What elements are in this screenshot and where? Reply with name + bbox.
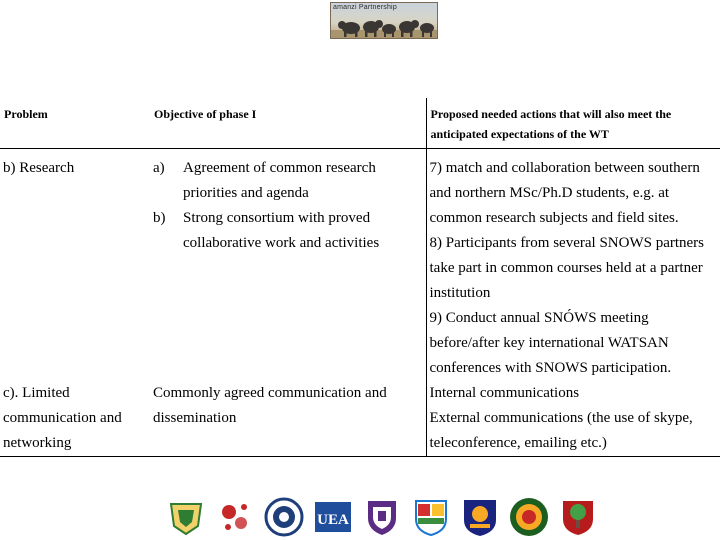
table-header-row — [0, 98, 720, 149]
medallion-icon — [508, 496, 550, 538]
list-item: 9) Conduct annual SNÓWS meeting before/after key international WATSAN conferences with SNOWS participation. — [429, 310, 672, 376]
partner-logos — [165, 496, 605, 538]
actions-list — [430, 156, 720, 381]
problem-cell: c). Limited communication and networking — [0, 381, 150, 457]
actions-list — [430, 381, 720, 456]
uea-logo-icon — [312, 496, 354, 538]
coat-of-arms-icon — [459, 496, 501, 538]
tree-crest-icon — [557, 496, 599, 538]
list-item — [153, 156, 426, 206]
actions-cell — [426, 149, 720, 382]
objective-cell — [150, 149, 426, 382]
flag-shield-icon — [410, 496, 452, 538]
list-item: 8) Participants from several SNOWS partners take part in common courses held at a partner institution — [429, 235, 705, 301]
list-item — [153, 206, 426, 256]
list-item-text: Strong consortium with proved collaborative work and activities — [183, 210, 380, 251]
header-problem: Problem — [0, 98, 150, 149]
list-item: Internal communications — [429, 385, 580, 401]
partnership-banner — [330, 2, 438, 39]
header-actions: Proposed needed actions that will also meet the anticipated expectations of the WT — [426, 98, 720, 149]
problem-cell: b) Research — [3, 160, 75, 176]
shield-icon — [361, 496, 403, 538]
lion-emblem-icon — [214, 496, 256, 538]
objective-cell: Commonly agreed communication and dissemination — [150, 381, 426, 457]
list-item: External communications (the use of skype, teleconference, emailing etc.) — [429, 410, 693, 451]
objective-list — [153, 156, 426, 256]
list-item: 7) match and collaboration between southern and northern MSc/Ph.D students, e.g. at common research subjects and field sites. — [429, 160, 700, 226]
list-marker: b) — [153, 210, 166, 226]
objectives-table — [0, 98, 720, 457]
actions-cell — [426, 381, 720, 457]
list-item-text: Agreement of common research priorities and agenda — [183, 160, 376, 201]
list-marker: a) — [153, 160, 165, 176]
banner-caption: amanzi Partnership — [333, 4, 397, 11]
svg-text:UEA: UEA — [317, 512, 349, 528]
table-row-communication — [0, 381, 720, 457]
crest-icon — [165, 496, 207, 538]
table-row-research — [0, 149, 720, 382]
seal-icon — [263, 496, 305, 538]
header-objective: Objective of phase I — [150, 98, 426, 149]
